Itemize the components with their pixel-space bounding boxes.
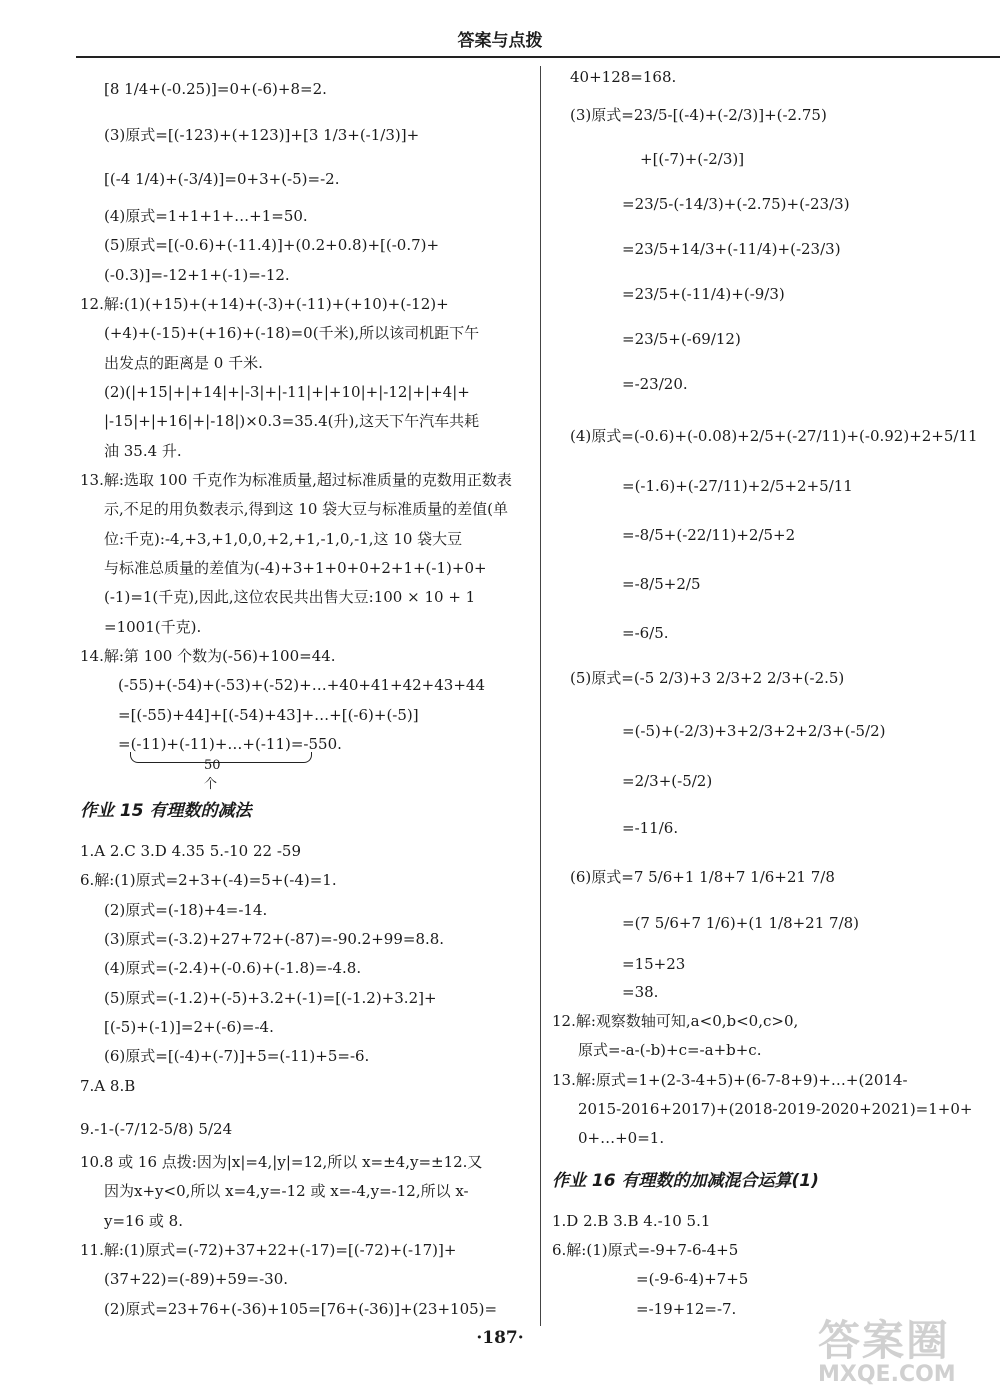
answer-line: 11.解:(1)原式=(-72)+37+22+(-17)=[(-72)+(-17)]+ [80, 1241, 457, 1259]
answer-line: (37+22)=(-89)+59=-30. [104, 1270, 289, 1288]
answer-line: y=16 或 8. [104, 1212, 183, 1230]
answer-line: =-8/5+(-22/11)+2/5+2 [622, 526, 796, 544]
answer-line: (2)原式=23+76+(-36)+105=[76+(-36)]+(23+105)= [104, 1300, 498, 1318]
answer-line: (4)原式=(-0.6)+(-0.08)+2/5+(-27/11)+(-0.92)+2+5/11 [570, 427, 978, 445]
answer-line: =1001(千克). [104, 618, 202, 636]
answer-line: (4)原式=1+1+1+…+1=50. [104, 207, 308, 225]
answer-line: 示,不足的用负数表示,得到这 10 袋大豆与标准质量的差值(单 [104, 500, 509, 518]
answer-line: =23/5+14/3+(-11/4)+(-23/3) [622, 240, 841, 258]
answer-line: 13.解:选取 100 千克作为标准质量,超过标准质量的克数用正数表 [80, 471, 512, 489]
answer-line: 1.D 2.B 3.B 4.-10 5.1 [552, 1212, 711, 1230]
answer-line: (-55)+(-54)+(-53)+(-52)+…+40+41+42+43+44 [118, 676, 485, 694]
answer-line: (5)原式=(-5 2/3)+3 2/3+2 2/3+(-2.5) [570, 669, 845, 687]
answer-line: [(-5)+(-1)]=2+(-6)=-4. [104, 1018, 274, 1036]
answer-line: (3)原式=(-3.2)+27+72+(-87)=-90.2+99=8.8. [104, 930, 445, 948]
header-rule [76, 56, 1000, 58]
answer-line: 12.解:观察数轴可知,a<0,b<0,c>0, [552, 1012, 799, 1030]
answer-line: (3)原式=23/5-[(-4)+(-2/3)]+(-2.75) [570, 106, 827, 124]
answer-line: =23/5+(-11/4)+(-9/3) [622, 285, 785, 303]
watermark-text: 答案圈 [818, 1316, 951, 1365]
answer-line: =2/3+(-5/2) [622, 772, 713, 790]
answer-line: =15+23 [622, 955, 686, 973]
answer-line: [(-4 1/4)+(-3/4)]=0+3+(-5)=-2. [104, 170, 340, 188]
answer-line: (6)原式=7 5/6+1 1/8+7 1/6+21 7/8 [570, 868, 835, 886]
answer-line: (2)原式=(-18)+4=-14. [104, 901, 268, 919]
answer-line: =-8/5+2/5 [622, 575, 701, 593]
answer-line: =(-5)+(-2/3)+3+2/3+2+2/3+(-5/2) [622, 722, 886, 740]
answer-line: 原式=-a-(-b)+c=-a+b+c. [578, 1041, 762, 1059]
answer-line: +[(-7)+(-2/3)] [640, 150, 745, 168]
answer-line: 1.A 2.C 3.D 4.35 5.-10 22 -59 [80, 842, 301, 860]
answer-line: =23/5+(-69/12) [622, 330, 741, 348]
answer-line: (4)原式=(-2.4)+(-0.6)+(-1.8)=-4.8. [104, 959, 362, 977]
answer-line: 9.-1-(-7/12-5/8) 5/24 [80, 1120, 233, 1138]
answer-line: (5)原式=(-1.2)+(-5)+3.2+(-1)=[(-1.2)+3.2]+ [104, 989, 437, 1007]
answer-line: (3)原式=[(-123)+(+123)]+[3 1/3+(-1/3)]+ [104, 126, 420, 144]
answer-line: 10.8 或 16 点拨:因为|x|=4,|y|=12,所以 x=±4,y=±12.又 [80, 1153, 483, 1171]
underbrace-label: 50个 [204, 758, 221, 792]
answer-line: (+4)+(-15)+(+16)+(-18)=0(千米),所以该司机距下午 [104, 324, 480, 342]
answer-line: (-0.3)]=-12+1+(-1)=-12. [104, 266, 290, 284]
underbrace [130, 752, 312, 763]
answer-line: 6.解:(1)原式=-9+7-6-4+5 [552, 1241, 739, 1259]
page-header-title: 答案与点拨 [457, 31, 543, 51]
answer-line: =[(-55)+44]+[(-54)+43]+…+[(-6)+(-5)] [118, 706, 419, 724]
answer-line: =(-11)+(-11)+…+(-11)=-550. [118, 735, 342, 753]
answer-line: 2015-2016+2017)+(2018-2019-2020+2021)=1+0+ [578, 1100, 973, 1118]
answer-line: =-19+12=-7. [636, 1300, 737, 1318]
answer-line: 因为x+y<0,所以 x=4,y=-12 或 x=-4,y=-12,所以 x- [104, 1182, 469, 1200]
answer-line: =(-1.6)+(-27/11)+2/5+2+5/11 [622, 477, 853, 495]
answer-line: =(7 5/6+7 1/6)+(1 1/8+21 7/8) [622, 914, 860, 932]
answer-line: =-11/6. [622, 819, 679, 837]
answer-line: (6)原式=[(-4)+(-7)]+5=(-11)+5=-6. [104, 1047, 370, 1065]
page-number: ·187· [476, 1328, 524, 1348]
answer-line: (-1)=1(千克),因此,这位农民共出售大豆:100 × 10 + 1 [104, 588, 476, 606]
answer-line: 40+128=168. [570, 68, 677, 86]
answer-line: 13.解:原式=1+(2-3-4+5)+(6-7-8+9)+…+(2014- [552, 1071, 908, 1089]
answer-line: 位:千克):-4,+3,+1,0,0,+2,+1,-1,0,-1,这 10 袋大豆 [104, 530, 463, 548]
answer-line: |-15|+|+16|+|-18|)×0.3=35.4(升),这天下午汽车共耗 [104, 412, 480, 430]
answer-line: =23/5-(-14/3)+(-2.75)+(-23/3) [622, 195, 850, 213]
answer-line: =-6/5. [622, 624, 669, 642]
answer-line: 14.解:第 100 个数为(-56)+100=44. [80, 647, 336, 665]
answer-line: 6.解:(1)原式=2+3+(-4)=5+(-4)=1. [80, 871, 337, 889]
answer-line: [8 1/4+(-0.25)]=0+(-6)+8=2. [104, 80, 327, 98]
answer-line: 12.解:(1)(+15)+(+14)+(-3)+(-11)+(+10)+(-12)+ [80, 295, 449, 313]
answer-line: =38. [622, 983, 659, 1001]
answer-line: =-23/20. [622, 375, 688, 393]
answer-line: (2)(|+15|+|+14|+|-3|+|-11|+|+10|+|-12|+|+4|+ [104, 383, 470, 401]
section-heading-16: 作业 16 有理数的加减混合运算(1) [552, 1171, 819, 1191]
watermark-url: MXQE.COM [818, 1362, 956, 1387]
answer-line: 出发点的距离是 0 千米. [104, 354, 263, 372]
answer-line: (5)原式=[(-0.6)+(-11.4)]+(0.2+0.8)+[(-0.7)+ [104, 236, 440, 254]
answer-line: 0+…+0=1. [578, 1129, 665, 1147]
answer-line: 7.A 8.B [80, 1077, 136, 1095]
answer-line: 油 35.4 升. [104, 442, 182, 460]
column-divider [540, 66, 541, 1326]
answer-line: 与标准总质量的差值为(-4)+3+1+0+0+2+1+(-1)+0+ [104, 559, 487, 577]
watermark-logo [818, 1308, 986, 1392]
answer-line: =(-9-6-4)+7+5 [636, 1270, 749, 1288]
section-heading-15: 作业 15 有理数的减法 [80, 801, 252, 821]
